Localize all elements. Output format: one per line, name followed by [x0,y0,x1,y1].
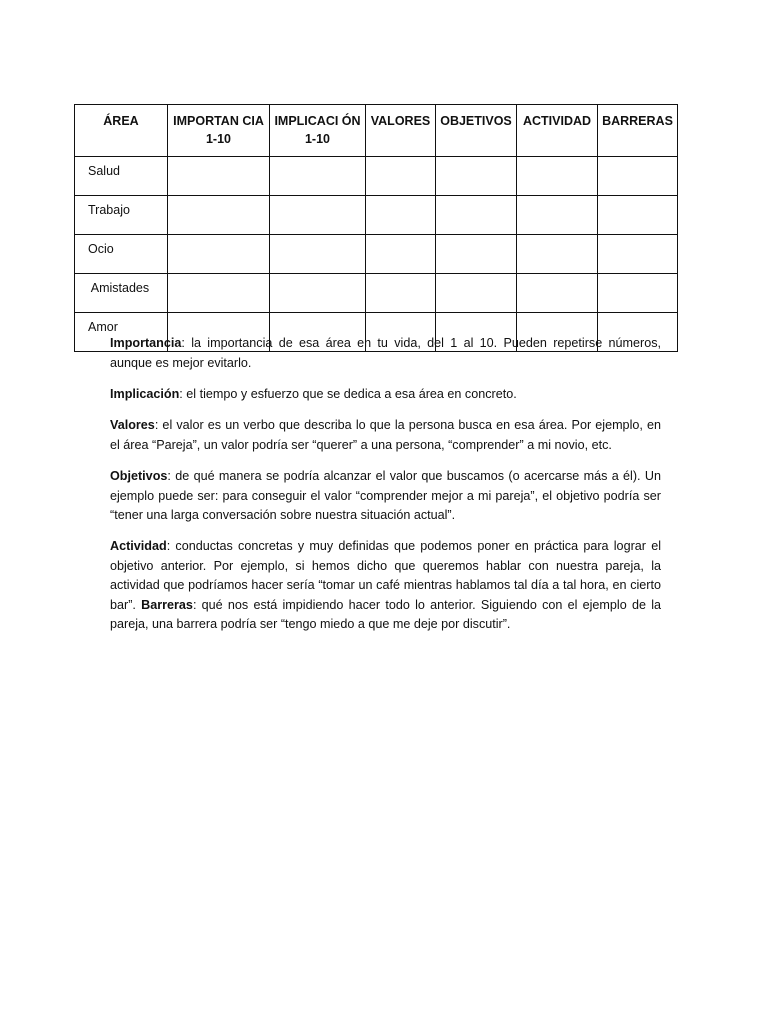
definition-objetivos [110,467,661,526]
table-cell [270,235,366,274]
definition-term: Importancia [110,336,182,350]
row-label-amistades: Amistades [75,274,168,313]
table-row [75,196,678,235]
header-area: ÁREA [75,105,168,157]
definition-text: : qué nos está impidiendo hacer todo lo anterior. Siguiendo con el ejemplo de la pareja, una barrera podría ser “tengo miedo a que me deje por discutir”. [110,597,661,631]
header-valores: VALORES [366,105,436,157]
table-cell [168,196,270,235]
table-row [75,274,678,313]
definition-text: : el tiempo y esfuerzo que se dedica a esa área en concreto. [179,387,517,401]
definition-implicacion [110,385,661,405]
table-cell [436,235,517,274]
table-cell [598,157,678,196]
table-cell [270,157,366,196]
table-cell [436,274,517,313]
table-cell [598,274,678,313]
header-barreras: BARRERAS [598,105,678,157]
header-implicacion: IMPLICACI ÓN 1-10 [270,105,366,157]
row-label-amor: Amor [75,313,168,352]
definition-text: : el valor es un verbo que describa lo que la persona busca en esa área. Por ejemplo, en el área “Pareja”, un valor podría ser “querer” a una persona, “comprender” a mi novio, etc. [110,418,661,452]
table-cell [366,157,436,196]
table-row [75,157,678,196]
definition-valores [110,416,661,455]
definition-term: Barreras [141,597,193,612]
table-cell [436,196,517,235]
definition-term: Objetivos [110,469,168,483]
definition-text: : conductas concretas y muy definidas que podemos poner en práctica para lograr el objetivo anterior. Por ejemplo, si hemos dicho que queremos hablar con nuestra pareja, la actividad que podríamos hacer sería “tomar un café mientras hablamos tal día a tal hora, en cierto bar”. [110,539,661,612]
table-cell [598,235,678,274]
table-cell [168,157,270,196]
table-cell [517,196,598,235]
table-cell [436,157,517,196]
table-cell [366,196,436,235]
definition-term: Actividad [110,539,167,553]
table-cell [270,274,366,313]
table-cell [168,274,270,313]
table-cell [168,235,270,274]
table-cell [270,196,366,235]
table-cell [598,196,678,235]
row-label-ocio: Ocio [75,235,168,274]
definition-actividad-barreras [110,537,661,635]
header-importancia: IMPORTAN CIA 1-10 [168,105,270,157]
values-table [74,104,678,352]
table-cell [517,235,598,274]
row-label-trabajo: Trabajo [75,196,168,235]
table-cell [366,235,436,274]
table-cell [517,157,598,196]
definition-text: : de qué manera se podría alcanzar el valor que buscamos (o acercarse más a él). Un ejemplo puede ser: para conseguir el valor “comprender mejor a mi pareja”, el objetivo podría ser “tener una larga conversación sobre nuestra situación actual”. [110,469,661,522]
row-label-salud: Salud [75,157,168,196]
header-objetivos: OBJETIVOS [436,105,517,157]
definition-importancia [110,334,661,373]
definition-term: Implicación [110,387,180,401]
definition-text: : la importancia de esa área en tu vida, del 1 al 10. Pueden repetirse números, aunque es mejor evitarlo. [110,336,661,370]
table-cell [517,274,598,313]
table-cell [366,274,436,313]
table-row [75,235,678,274]
table-header-row [75,105,678,157]
header-actividad: ACTIVIDAD [517,105,598,157]
definition-term: Valores [110,418,155,432]
